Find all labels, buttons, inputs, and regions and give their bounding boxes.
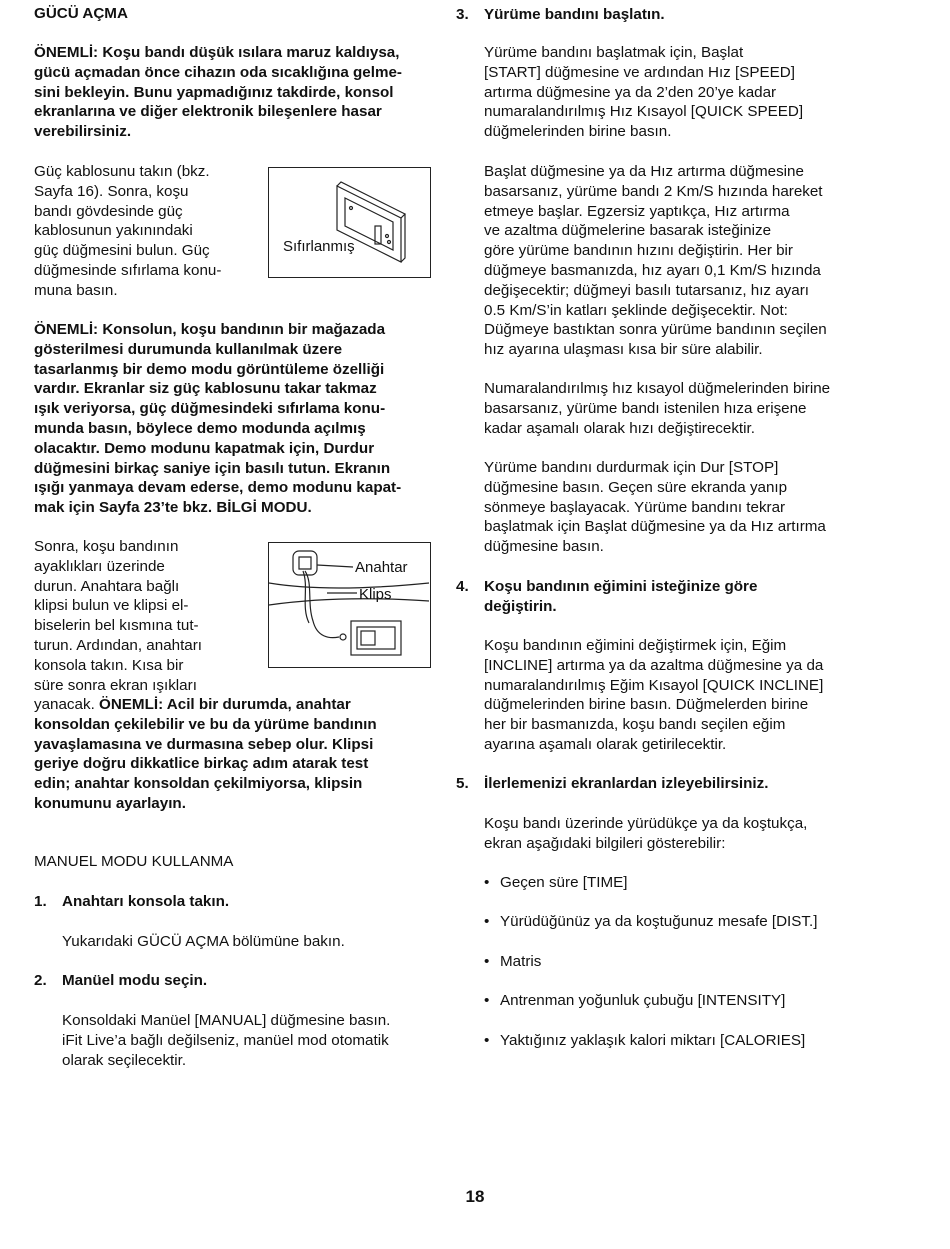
line: Sayfa 16). Sonra, koşu bbox=[34, 182, 189, 200]
step-5-title: İlerlemenizi ekranlardan izleyebilirsiniz. bbox=[484, 775, 769, 792]
list-item: Yürüdüğünüz ya da koştuğunuz mesafe [DIST.] bbox=[500, 913, 818, 930]
line: durun. Anahtara bağlı bbox=[34, 577, 180, 595]
clip-label: Klips bbox=[359, 586, 392, 603]
line: numaralandırılmış Eğim Kısayol [QUICK INCLINE] bbox=[484, 676, 824, 694]
line: klipsi bulun ve klipsi el- bbox=[34, 597, 189, 615]
line: verebilirsiniz. bbox=[34, 123, 132, 141]
line: gösterilmesi durumunda kullanılmak üzere bbox=[34, 340, 343, 358]
line: munda basın, böylece demo modunda açılmış bbox=[34, 419, 366, 437]
line: düğmesinde sıfırlama konu- bbox=[34, 261, 222, 279]
bullet-icon: • bbox=[484, 913, 490, 930]
line: edin; anahtar konsoldan çekilmiyorsa, klipsin bbox=[34, 775, 363, 793]
line: basarsanız, yürüme bandı istenilen hıza erişene bbox=[484, 399, 807, 417]
line: yavaşlamasına ve durmasına sebep olur. Klipsi bbox=[34, 735, 374, 753]
page-number: 18 bbox=[465, 1187, 485, 1206]
step-2-number: 2. bbox=[34, 972, 47, 989]
line: kablosunun yakınındaki bbox=[34, 222, 193, 240]
line: ayaklıkları üzerinde bbox=[34, 557, 165, 575]
line-bold: ÖNEMLİ: Acil bir durumda, anahtar bbox=[99, 696, 351, 713]
line: Koşu bandı üzerinde yürüdükçe ya da koştukça, bbox=[484, 815, 808, 832]
power-switch-illustration bbox=[269, 168, 430, 277]
important-note-2 bbox=[34, 320, 454, 518]
step-5-paragraph bbox=[484, 814, 904, 854]
line: Düğmeye bastıktan sonra yürüme bandının seçilen bbox=[484, 321, 827, 339]
power-instructions bbox=[34, 162, 264, 301]
line: olacaktır. Demo modunu kapatmak için, Durdur bbox=[34, 439, 375, 457]
list-item: Yaktığınız yaklaşık kalori miktarı [CALORIES] bbox=[500, 1032, 806, 1049]
line: [INCLINE] artırma ya da azaltma düğmesine ya da bbox=[484, 656, 824, 674]
line: Başlat düğmesine ya da Hız artırma düğmesine bbox=[484, 163, 804, 180]
line: düğmesine basın. bbox=[484, 538, 604, 556]
key-warning bbox=[34, 695, 454, 814]
line: güç düğmesini bulun. Güç bbox=[34, 242, 210, 260]
step-3-title: Yürüme bandını başlatın. bbox=[484, 6, 665, 23]
line: ve azaltma düğmelerine basarak isteğinize bbox=[484, 222, 772, 240]
line: Koşu bandının eğimini değiştirmek için, Eğim bbox=[484, 637, 787, 654]
line: [START] düğmesine ve ardından Hız [SPEED] bbox=[484, 63, 795, 81]
line: ÖNEMLİ: Konsolun, koşu bandının bir mağazada bbox=[34, 321, 386, 338]
line: sönmeye başlayacak. Yürüme bandını tekrar bbox=[484, 498, 786, 516]
bullet-icon: • bbox=[484, 953, 490, 970]
line: olarak seçilecektir. bbox=[62, 1051, 187, 1069]
line: hız ayarına ulaşması kısa bir süre alabilir. bbox=[484, 341, 763, 359]
line: Koşu bandının eğimini isteğinize göre bbox=[484, 578, 758, 595]
key-clip-figure bbox=[268, 542, 431, 668]
line: her bir basmanızda, koşu bandı seçilen eğim bbox=[484, 716, 786, 734]
line: konsoldan çekilebilir ve bu da yürüme bandının bbox=[34, 715, 377, 733]
power-switch-figure bbox=[268, 167, 431, 278]
step-3-paragraph-2 bbox=[484, 162, 904, 360]
line: artırma düğmesine ya da 2’den 20’ye kadar bbox=[484, 83, 777, 101]
line: Güç kablosunu takın (bkz. bbox=[34, 163, 210, 180]
step-2-text bbox=[62, 1011, 452, 1070]
line: ekran aşağıdaki bilgileri gösterebilir: bbox=[484, 834, 726, 852]
line: sini bekleyin. Bunu yapmadığınız takdirde, konsol bbox=[34, 83, 394, 101]
line: süre sonra ekran ışıkları bbox=[34, 676, 197, 694]
step-1-number: 1. bbox=[34, 893, 47, 910]
line: Numaralandırılmış hız kısayol düğmelerinden birine bbox=[484, 380, 831, 397]
line: numaralandırılmış Hız Kısayol [QUICK SPEED] bbox=[484, 103, 804, 121]
bullet-icon: • bbox=[484, 874, 490, 891]
power-heading: GÜCÜ AÇMA bbox=[34, 5, 128, 22]
step-4-number: 4. bbox=[456, 578, 469, 595]
line: ekranlarına ve diğer elektronik bileşenlere hasar bbox=[34, 103, 382, 121]
line: iFit Live’a bağlı değilseniz, manüel mod otomatik bbox=[62, 1031, 389, 1049]
line: Konsoldaki Manüel [MANUAL] düğmesine basın. bbox=[62, 1012, 391, 1029]
line: biselerin bel kısmına tut- bbox=[34, 617, 199, 635]
line: konsola takın. Kısa bir bbox=[34, 656, 184, 674]
line: başlatmak için Başlat düğmesine ya da Hız artırma bbox=[484, 518, 826, 536]
line: düğmesine basın. Geçen süre ekranda yanıp bbox=[484, 478, 788, 496]
line: bandı gövdesinde güç bbox=[34, 202, 183, 220]
line: tasarlanmış bir demo modu görüntüleme özelliği bbox=[34, 360, 385, 378]
line: düğmelerinden birine basın. Düğmelerden birine bbox=[484, 696, 809, 714]
line: turun. Ardından, anahtarı bbox=[34, 636, 203, 654]
step-5-number: 5. bbox=[456, 775, 469, 792]
line: konumunu ayarlayın. bbox=[34, 794, 186, 812]
line-plain: yanacak. bbox=[34, 696, 100, 713]
list-item: Matris bbox=[500, 953, 542, 970]
line: basarsanız, yürüme bandı 2 Km/S hızında hareket bbox=[484, 182, 823, 200]
line: düğmelerinden birine basın. bbox=[484, 123, 672, 141]
line: 0.5 Km/S’in katları şeklinde değişecektir. Not: bbox=[484, 301, 788, 319]
bullet-icon: • bbox=[484, 992, 490, 1009]
step-1-title: Anahtarı konsola takın. bbox=[62, 893, 230, 910]
line: etmeye başlar. Egzersiz yaptıkça, Hız artırma bbox=[484, 202, 790, 220]
key-label: Anahtar bbox=[355, 559, 408, 576]
line: göre yürüme bandının hızını değiştirin. Her bir bbox=[484, 242, 793, 260]
bullet-icon: • bbox=[484, 1032, 490, 1049]
line: Sonra, koşu bandının bbox=[34, 538, 179, 555]
line: mak için Sayfa 23’te bkz. BİLGİ MODU. bbox=[34, 499, 312, 517]
line: Yürüme bandını durdurmak için Dur [STOP] bbox=[484, 459, 779, 476]
key-instructions bbox=[34, 537, 264, 695]
line: düğmeye basmanızda, hız ayarı 0,1 Km/S hızında bbox=[484, 261, 821, 279]
list-item: Geçen süre [TIME] bbox=[500, 874, 628, 891]
line: değişecektir; düğmeyi basılı tutarsanız, hız ayarı bbox=[484, 281, 809, 299]
reset-label: Sıfırlanmış bbox=[283, 238, 355, 255]
step-2-title: Manüel modu seçin. bbox=[62, 972, 208, 989]
line: ÖNEMLİ: Koşu bandı düşük ısılara maruz kaldıysa, bbox=[34, 44, 400, 61]
step-3-paragraph-4 bbox=[484, 458, 904, 557]
step-1-text: Yukarıdaki GÜCÜ AÇMA bölümüne bakın. bbox=[62, 933, 345, 950]
line: düğmesini birkaç saniye için basılı tutun. Ekranın bbox=[34, 459, 391, 477]
line: vardır. Ekranlar siz güç kablosunu takar takmaz bbox=[34, 380, 377, 398]
step-3-paragraph-1 bbox=[484, 43, 904, 142]
step-4-paragraph bbox=[484, 636, 904, 755]
line: değiştirin. bbox=[484, 597, 557, 615]
important-note-1 bbox=[34, 43, 454, 142]
manual-heading: MANUEL MODU KULLANMA bbox=[34, 853, 234, 870]
step-4-title bbox=[484, 577, 904, 617]
list-item: Antrenman yoğunluk çubuğu [INTENSITY] bbox=[500, 992, 786, 1009]
line: kadar aşamalı olarak hızı değiştirecektir. bbox=[484, 419, 755, 437]
line: geriye doğru dikkatlice birkaç adım atarak test bbox=[34, 755, 369, 773]
line: ışık veriyorsa, güç düğmesindeki sıfırlama konu- bbox=[34, 400, 386, 418]
line: ışığı yanmaya devam ederse, demo modunu kapat- bbox=[34, 479, 402, 497]
line: ayarına aşamalı olarak getirilecektir. bbox=[484, 735, 727, 753]
line: gücü açmadan önce cihazın oda sıcaklığına gelme- bbox=[34, 63, 402, 81]
line: Yürüme bandını başlatmak için, Başlat bbox=[484, 44, 744, 61]
step-3-number: 3. bbox=[456, 6, 469, 23]
line: muna basın. bbox=[34, 281, 118, 299]
step-3-paragraph-3 bbox=[484, 379, 904, 438]
